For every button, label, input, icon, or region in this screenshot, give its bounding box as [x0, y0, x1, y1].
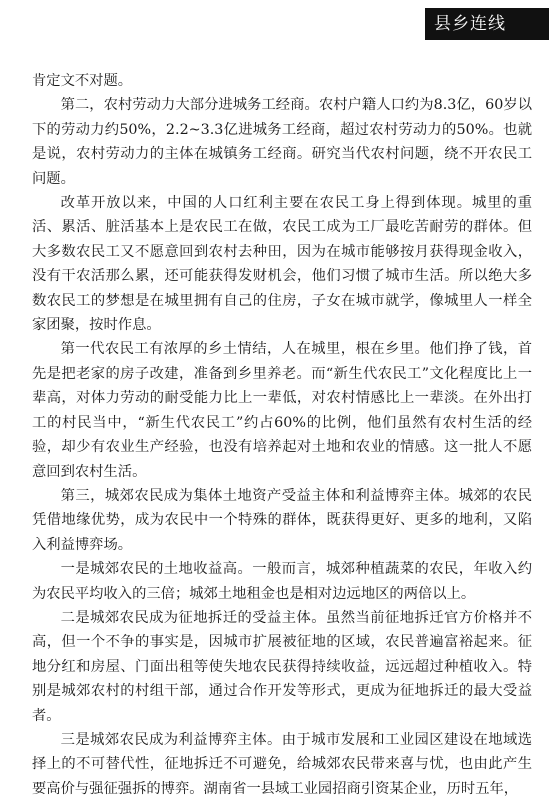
paragraph: 二是城郊农民成为征地拆迁的受益主体。虽然当前征地拆迁官方价格并不高，但一个不争的事实是，因城市扩展被征地的区域，农民普遍富裕起来。征地分红和房屋、门面出租等使失地农民获得持续收益，远远超过种植收入。特别是城郊农村的村组干部，通过合作开发等形式，更成为征地拆迁的最大受益者。: [32, 609, 532, 724]
article-body: [32, 69, 532, 801]
paragraph: 第三，城郊农民成为集体土地资产受益主体和利益博弈主体。城郊的农民凭借地缘优势，成为农民中一个特殊的群体，既获得更好、更多的地利，又陷入利益博弈场。: [32, 487, 532, 553]
paragraph: 第一代农民工有浓厚的乡土情结，人在城里，根在乡里。他们挣了钱，首先是把老家的房子改建，准备到乡里养老。而“新生代农民工”文化程度比上一辈高，对体力劳动的耐受能力比上一辈低，对农村情感比上一辈淡。在外出打工的村民当中，“新生代农民工”约占60%的比例，他们虽然有农村生活的经验，却少有农业生产经验，也没有培养起对土地和农业的情感。这一批人不愿意回到农村生活。: [32, 341, 532, 480]
paragraph: 第二，农村劳动力大部分进城务工经商。农村户籍人口约为8.3亿，60岁以下的劳动力约50%，2.2~3.3亿进城务工经商，超过农村劳动力的50%。也就是说，农村劳动力的主体在城镇务工经商。研究当代农村问题，绕不开农民工问题。: [32, 97, 532, 187]
paragraph: 改革开放以来，中国的人口红利主要在农民工身上得到体现。城里的重活、累活、脏活基本上是农民工在做，农民工成为工厂最吃苦耐劳的群体。但大多数农民工又不愿意回到农村去种田，因为在城市能够按月获得现金收入，没有干农活那么累，还可能获得发财机会，他们习惯了城市生活。所以绝大多数农民工的梦想是在城里拥有自己的住房，子女在城市就学，像城里人一样全家团聚，按时作息。: [32, 195, 532, 334]
section-tag: 县乡连线: [425, 8, 549, 40]
paragraph-continued: 肯定文不对题。: [32, 73, 133, 89]
paragraph: 三是城郊农民成为利益博弈主体。由于城市发展和工业园区建设在地域选择上的不可替代性，征地拆迁不可避免，给城郊农民带来喜与忧，也由此产生要高价与强征强拆的博弈。湖南省一县域工业园招商引资某企业，历时五年，: [32, 731, 532, 797]
paragraph: 一是城郊农民的土地收益高。一般而言，城郊种植蔬菜的农民，年收入约为农民平均收入的三倍；城郊土地租金也是相对边远地区的两倍以上。: [32, 561, 532, 602]
